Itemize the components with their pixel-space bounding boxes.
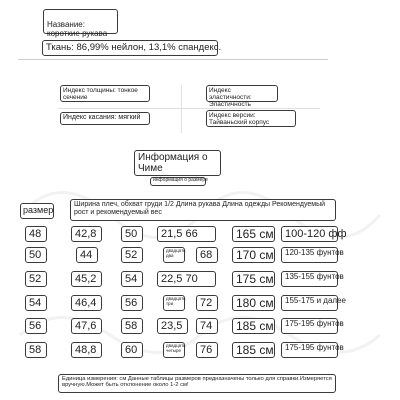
version-index: Индекс версии: Тайваньский корпус (209, 112, 270, 127)
footnote-box (58, 374, 336, 393)
touch-index: Индекс касания: мягкий (63, 114, 141, 121)
footnote: Единица измерения: см Данные таблицы размеров предназначены только для справки.Измеряется вручную.Может быть отклонение около 1-2 см! (62, 376, 332, 389)
size-cell: 56 (25, 318, 47, 334)
columns-header: Ширина плеч, обхват груди 1/2 Длина рукава Длина одежды Рекомендуемый рост и рекомендуемый вес (74, 201, 326, 216)
size-cell: 58 (25, 342, 47, 358)
header-divider (18, 59, 328, 60)
chest-cell: 56 (121, 295, 143, 311)
length-cell: 74 (196, 318, 218, 334)
fabric-composition: Ткань: 86,99% нейлон, 13,1% спандекс. (46, 42, 222, 53)
fabric-box (42, 40, 222, 56)
chest-cell: 54 (121, 271, 143, 287)
length-cell: 72 (196, 295, 218, 311)
shoulder-cell: 47,6 (71, 318, 102, 334)
size-cell: 52 (25, 271, 47, 287)
weight-cell: 135-155 фунтов (281, 271, 338, 287)
height-cell: 180 см (232, 295, 275, 311)
elasticity-index-box (206, 85, 278, 109)
height-cell: 170 см (232, 247, 275, 263)
weight-cell: 175-195 фунтов (281, 318, 338, 334)
height-cell: 185 см (232, 342, 275, 358)
chest-cell: 60 (121, 342, 143, 358)
product-name-box (43, 9, 118, 38)
version-index-box (206, 110, 296, 127)
elasticity-index: Индекс эластичности: Эластичность (209, 87, 252, 109)
height-cell: 175 см (232, 271, 275, 287)
weight-cell: 100-120 фф (281, 226, 338, 242)
size-info-title-box (134, 150, 221, 176)
sleeve-length-cell: 21,5 66 (157, 226, 216, 242)
thickness-index: Индекс толщины: тонкое сечение (63, 87, 138, 102)
size-cell: 48 (25, 226, 47, 242)
shoulder-cell: 46,4 (71, 295, 102, 311)
height-cell: 165 см (232, 226, 275, 242)
sleeve-cell: 23,5 (157, 318, 188, 334)
length-cell: 76 (196, 342, 218, 358)
size-info-subtitle-box (150, 177, 206, 186)
weight-cell: 155-175 и далее (281, 295, 338, 311)
touch-index-box (60, 112, 150, 125)
columns-header-box (70, 199, 336, 221)
weight-cell: 120-135 фунтов (281, 247, 338, 263)
weight-cell: 175-195 фунтов (281, 342, 338, 358)
size-header-box (20, 203, 54, 219)
size-cell: 50 (25, 247, 47, 263)
shoulder-cell: 44 (76, 247, 98, 263)
height-cell: 185 см (232, 318, 275, 334)
length-cell: 68 (196, 247, 218, 263)
chest-cell: 58 (121, 318, 143, 334)
size-info-title: Информация о Чиме (138, 152, 208, 174)
sleeve-length-cell: 22,5 70 (157, 271, 216, 287)
sleeve-cell: двадцать четыре (163, 342, 185, 358)
sleeve-cell: двадцать три (163, 295, 185, 311)
size-info-subtitle: информация о размере (153, 177, 208, 183)
product-name: Название: короткие рукава (47, 19, 108, 38)
sleeve-cell: двадцать два (163, 247, 185, 263)
chest-cell: 52 (121, 247, 143, 263)
chest-cell: 50 (121, 226, 143, 242)
indices-divider-h (58, 108, 320, 109)
indices-divider-v (181, 85, 182, 133)
size-cell: 54 (25, 295, 47, 311)
shoulder-cell: 45,2 (71, 271, 102, 287)
shoulder-cell: 48,8 (71, 342, 102, 358)
shoulder-cell: 42,8 (71, 226, 102, 242)
thickness-index-box (60, 85, 150, 102)
size-header: размер (23, 205, 54, 215)
